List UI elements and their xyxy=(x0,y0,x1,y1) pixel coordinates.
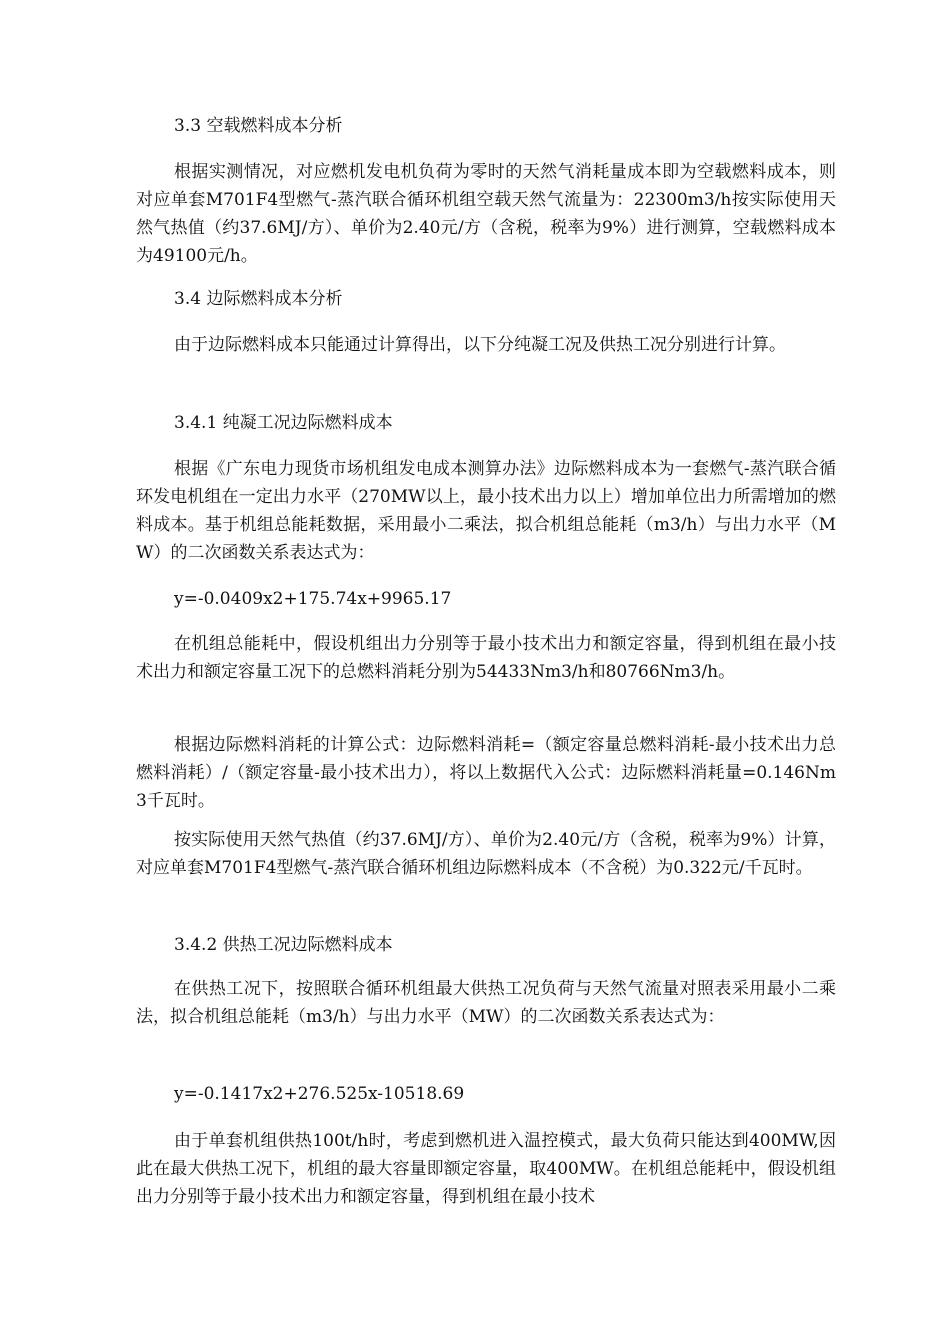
paragraph-condensing-consumption: 在机组总能耗中，假设机组出力分别等于最小技术出力和额定容量，得到机组在最小技术出力和额定容量工况下的总燃料消耗分别为54433Nm3/h和80766Nm3/h。 xyxy=(136,634,836,682)
formula-condensing: y=-0.0409x2+175.74x+9965.17 xyxy=(174,589,452,609)
formula-heating: y=-0.1417x2+276.525x-10518.69 xyxy=(174,1084,465,1104)
paragraph-heating-method: 在供热工况下，按照联合循环机组最大供热工况负荷与天然气流量对照表采用最小二乘法，拟合机组总能耗（m3/h）与出力水平（MW）的二次函数关系表达式为： xyxy=(136,979,836,1027)
paragraph-heating-capacity: 由于单套机组供热100t/h时，考虑到燃机进入温控模式，最大负荷只能达到400MW,因此在最大供热工况下，机组的最大容量即额定容量，取400MW。在机组总能耗中，假设机组出力分别等于最小技术出力和额定容量，得到机组在最小技术 xyxy=(136,1131,836,1207)
paragraph-no-load-fuel-cost: 根据实测情况，对应燃机发电机负荷为零时的天然气消耗量成本即为空载燃料成本，则对应单套M701F4型燃气-蒸汽联合循环机组空载天然气流量为：22300m3/h按实际使用天然气热值（约37.6MJ/方）、单价为2.40元/方（含税，税率为9%）进行测算，空载燃料成本为49100元/h。 xyxy=(136,162,836,266)
section-heading-3-4: 3.4 边际燃料成本分析 xyxy=(174,289,343,309)
paragraph-marginal-cost-intro: 由于边际燃料成本只能通过计算得出，以下分纯凝工况及供热工况分别进行计算。 xyxy=(174,335,786,355)
paragraph-condensing-marginal-cost: 按实际使用天然气热值（约37.6MJ/方）、单价为2.40元/方（含税，税率为9%）计算，对应单套M701F4型燃气-蒸汽联合循环机组边际燃料成本（不含税）为0.322元/千瓦时。 xyxy=(136,830,836,878)
paragraph-marginal-consumption-formula: 根据边际燃料消耗的计算公式：边际燃料消耗=（额定容量总燃料消耗-最小技术出力总燃料消耗）/（额定容量-最小技术出力），将以上数据代入公式：边际燃料消耗量=0.146Nm3千瓦时。 xyxy=(136,735,836,811)
section-heading-3-3: 3.3 空载燃料成本分析 xyxy=(174,116,343,136)
section-heading-3-4-2: 3.4.2 供热工况边际燃料成本 xyxy=(174,935,393,955)
paragraph-condensing-method: 根据《广东电力现货市场机组发电成本测算办法》边际燃料成本为一套燃气-蒸汽联合循环发电机组在一定出力水平（270MW以上，最小技术出力以上）增加单位出力所需增加的燃料成本。基于机组总能耗数据，采用最小二乘法，拟合机组总能耗（m3/h）与出力水平（MW）的二次函数关系表达式为： xyxy=(136,459,836,563)
section-heading-3-4-1: 3.4.1 纯凝工况边际燃料成本 xyxy=(174,413,393,433)
